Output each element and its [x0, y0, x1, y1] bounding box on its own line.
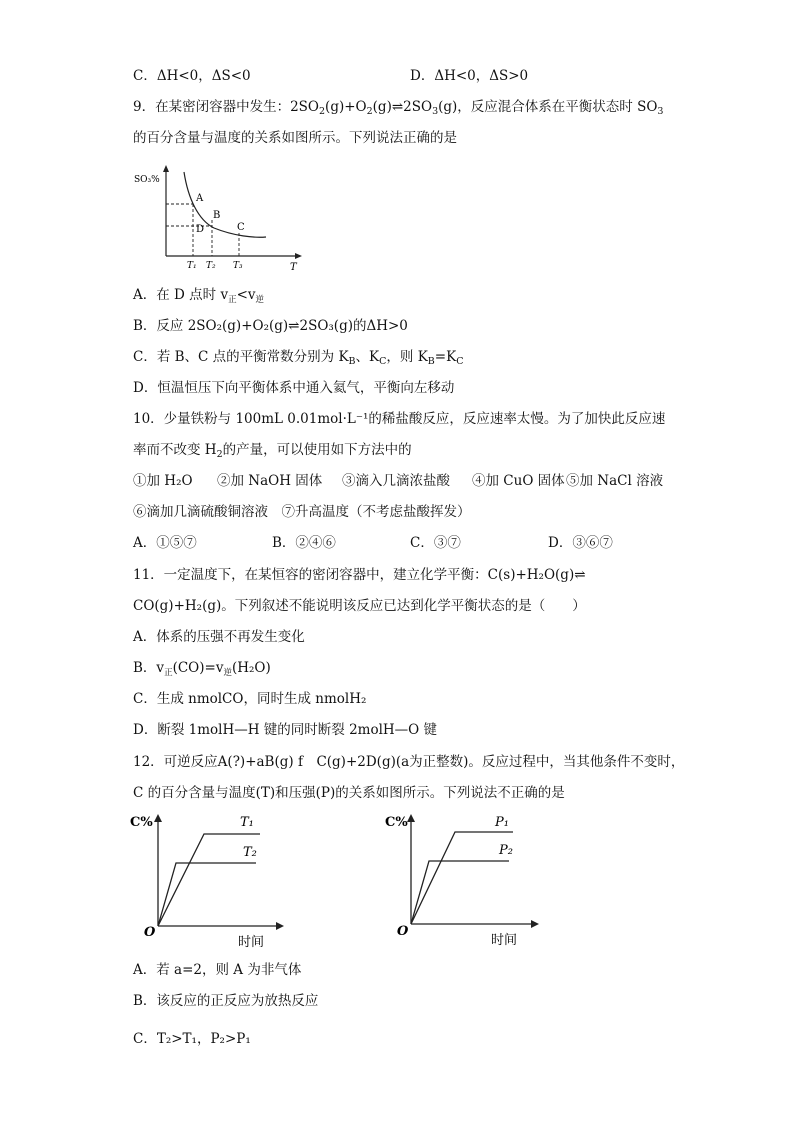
q9-option-b: B．反应 2SO₂(g)+O₂(g)⇌2SO₃(g)的ΔH>0 [133, 318, 408, 334]
q10-items-line2: ⑥滴加几滴硫酸铜溶液 ⑦升高温度（不考虑盐酸挥发） [133, 504, 471, 520]
q12-fig1-xarrow [276, 922, 284, 930]
q12-fig1-ylabel: C% [130, 815, 153, 830]
q12-stem-line1: 12．可逆反应A(?)+aB(g) f C(g)+2D(g)(a为正整数)。反应过程中，当其他条件不变时， [133, 754, 685, 770]
q12-stem-line2: C 的百分含量与温度(T)和压强(P)的关系如图所示。下列说法不正确的是 [133, 785, 565, 801]
q10-stem-line2: 率而不改变 $H_2$的产量，可以使用如下方法中的 [133, 442, 412, 460]
q12-fig1-label-t2: T₂ [243, 845, 257, 860]
q12-fig1-curve-t2 [158, 863, 256, 926]
q12-fig1-origin: O [144, 925, 156, 940]
q10-option-b: B．②④⑥ [272, 535, 336, 551]
q12-fig2-curve-p1 [411, 832, 513, 924]
q12-fig2-label-p1: P₁ [495, 815, 509, 830]
q11-option-d: D．断裂 1molH—H 键的同时断裂 2molH—O 键 [133, 722, 438, 738]
q12-fig2-xlabel: 时间 [491, 933, 518, 948]
q12-figure-pressure [383, 808, 543, 953]
q12-option-c: C．T₂>T₁，P₂>P₁ [133, 1031, 251, 1047]
q11-stem-line1: 11．一定温度下，在某恒容的密闭容器中，建立化学平衡：C(s)+H₂O(g)⇌ [133, 567, 586, 583]
q9-fig-tick-t2: T₂ [206, 261, 216, 271]
q8-option-d: D．ΔH<0，ΔS>0 [410, 68, 529, 84]
q9-fig-xarrow [295, 253, 302, 259]
q10-option-d: D．③⑥⑦ [548, 535, 613, 551]
q9-fig-point-d: D [196, 224, 205, 235]
q9-fig-point-c: C [237, 222, 245, 233]
q10-item-2: ②加 NaOH 固体 [217, 473, 323, 489]
q12-fig2-yarrow [407, 814, 415, 822]
q12-option-a: A．若 a=2，则 A 为非气体 [133, 962, 302, 978]
q12-fig2-origin: O [397, 924, 409, 939]
q9-fig-tick-t3: T₃ [233, 261, 243, 271]
q9-fig-tick-t1: T₁ [187, 261, 197, 271]
q11-stem-line2: CO(g)+H₂(g)。下列叙述不能说明该反应已达到化学平衡状态的是（ ） [133, 598, 586, 614]
q9-option-a: A．在 D 点时 $v_正<v_逆$ [133, 287, 265, 305]
q8-option-c: C．ΔH<0，ΔS<0 [133, 68, 251, 84]
q12-fig2-label-p2: P₂ [499, 843, 513, 858]
q10-option-a: A．①⑤⑦ [133, 535, 197, 551]
q10-item-1: ①加 H₂O [133, 473, 193, 489]
q10-option-c: C．③⑦ [410, 535, 461, 551]
q9-option-d: D．恒温恒压下向平衡体系中通入氦气，平衡向左移动 [133, 380, 455, 396]
q11-option-c: C．生成 nmolCO，同时生成 nmolH₂ [133, 691, 367, 707]
q12-fig1-label-t1: T₁ [240, 815, 254, 830]
q9-fig-point-b: B [213, 210, 221, 221]
q12-fig2-ylabel: C% [385, 815, 408, 830]
q11-option-b: B．$v_正(CO)=v_逆(H_2O)$ [133, 660, 271, 678]
q9-fig-yarrow [163, 165, 169, 172]
q9-stem-line2: 的百分含量与温度的关系如图所示。下列说法正确的是 [133, 130, 457, 146]
q12-fig2-xarrow [531, 920, 539, 928]
q12-option-b: B．该反应的正反应为放热反应 [133, 993, 319, 1009]
q12-fig1-xlabel: 时间 [238, 935, 265, 950]
q12-figure-temperature [128, 808, 288, 953]
q9-fig-xlabel: T [290, 262, 297, 272]
q10-item-4: ④加 CuO 固体 [472, 473, 565, 489]
q9-option-c: C．若 B、C 点的平衡常数分别为 $K_B$、$K_C$，则 $K_B=K_C$ [133, 349, 464, 367]
q9-stem-line1: 9．在某密闭容器中发生：$2SO_2(g)+O_2(g)\rightleftharpoons 2SO_3(g)$，反应混合体系在平衡状态时 $SO_3$ [133, 99, 664, 117]
q11-option-a: A．体系的压强不再发生变化 [133, 629, 305, 645]
q9-fig-ylabel: SO₃% [134, 175, 160, 185]
q10-item-3: ③滴入几滴浓盐酸 [342, 473, 450, 489]
q12-fig1-yarrow [154, 814, 162, 822]
q9-fig-point-a: A [196, 193, 204, 204]
q10-item-5: ⑤加 NaCl 溶液 [566, 473, 664, 489]
q9-figure [130, 160, 310, 272]
q10-stem-line1: 10．少量铁粉与 100mL 0.01mol·L⁻¹的稀盐酸反应，反应速率太慢。为了加快此反应速 [133, 411, 666, 427]
